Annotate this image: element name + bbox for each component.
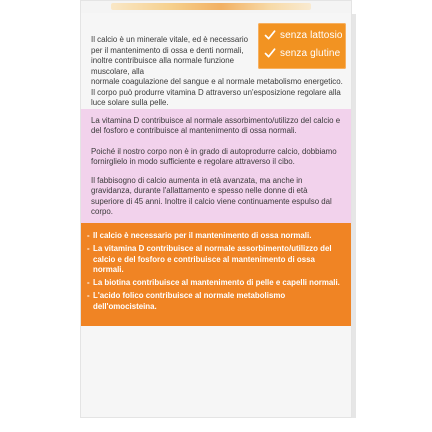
claim-item — [87, 244, 345, 275]
check-icon — [264, 47, 276, 59]
vitamin-d-info-panel — [81, 109, 351, 229]
top-flap-artwork — [111, 3, 311, 10]
health-claims-panel — [81, 223, 351, 326]
bullet-dash: - — [87, 278, 90, 288]
info-paragraph: Il fabbisogno di calcio aumenta in età avanzata, ma anche in gravidanza, durante l'allattamento e spesso nelle donne di età superiore di 45 anni. Inoltre il calcio viene continuamente espulso dal corpo. — [91, 176, 332, 217]
intro-text-bottom: normale coagulazione del sangue e al normale metabolismo energetico. Il corpo può produrre vitamina D attraverso un'esposizione regolare alla luce solare sulla pelle. — [91, 77, 343, 108]
claim-text: La vitamina D contribuisce al normale assorbimento/utilizzo del calcio e del fosforo e contribuisce al mantenimento di ossa normali. — [93, 244, 332, 274]
claim-text: Il calcio è necessario per il mantenimento di ossa normali. — [93, 231, 312, 240]
bullet-dash: - — [87, 244, 90, 254]
claims-list — [87, 231, 345, 315]
top-flap — [81, 1, 351, 13]
claim-item — [87, 278, 345, 288]
badge-gluten-free — [264, 47, 340, 59]
claim-text: L'acido folico contribuisce al normale metabolismo dell'omocisteina. — [93, 291, 286, 311]
claim-text: La biotina contribuisce al mantenimento di pelle e capelli normali. — [93, 278, 340, 288]
info-paragraph: La vitamina D contribuisce al normale assorbimento/utilizzo del calcio e del fosforo e contribuisce al mantenimento di ossa normali. — [91, 116, 341, 136]
bullet-dash: - — [87, 291, 90, 301]
intro-text-top: Il calcio è un minerale vitale, ed è necessario per il mantenimento di ossa e denti normali, inoltre contribuisce alla normale funzione muscolare, alla — [91, 35, 249, 76]
check-icon — [264, 29, 276, 41]
product-box-back — [80, 0, 352, 418]
badge-label: senza glutine — [280, 47, 341, 59]
info-paragraph: Poiché il nostro corpo non è in grado di autoprodurre calcio, dobbiamo fornirglielo in modo sufficiente e regolare attraverso il cibo. — [91, 147, 337, 167]
claim-item — [87, 231, 345, 241]
free-from-badge — [258, 23, 346, 69]
claim-item — [87, 291, 345, 312]
badge-label: senza lattosio — [280, 29, 343, 41]
badge-lactose-free — [264, 29, 343, 41]
bullet-dash: - — [87, 231, 90, 240]
